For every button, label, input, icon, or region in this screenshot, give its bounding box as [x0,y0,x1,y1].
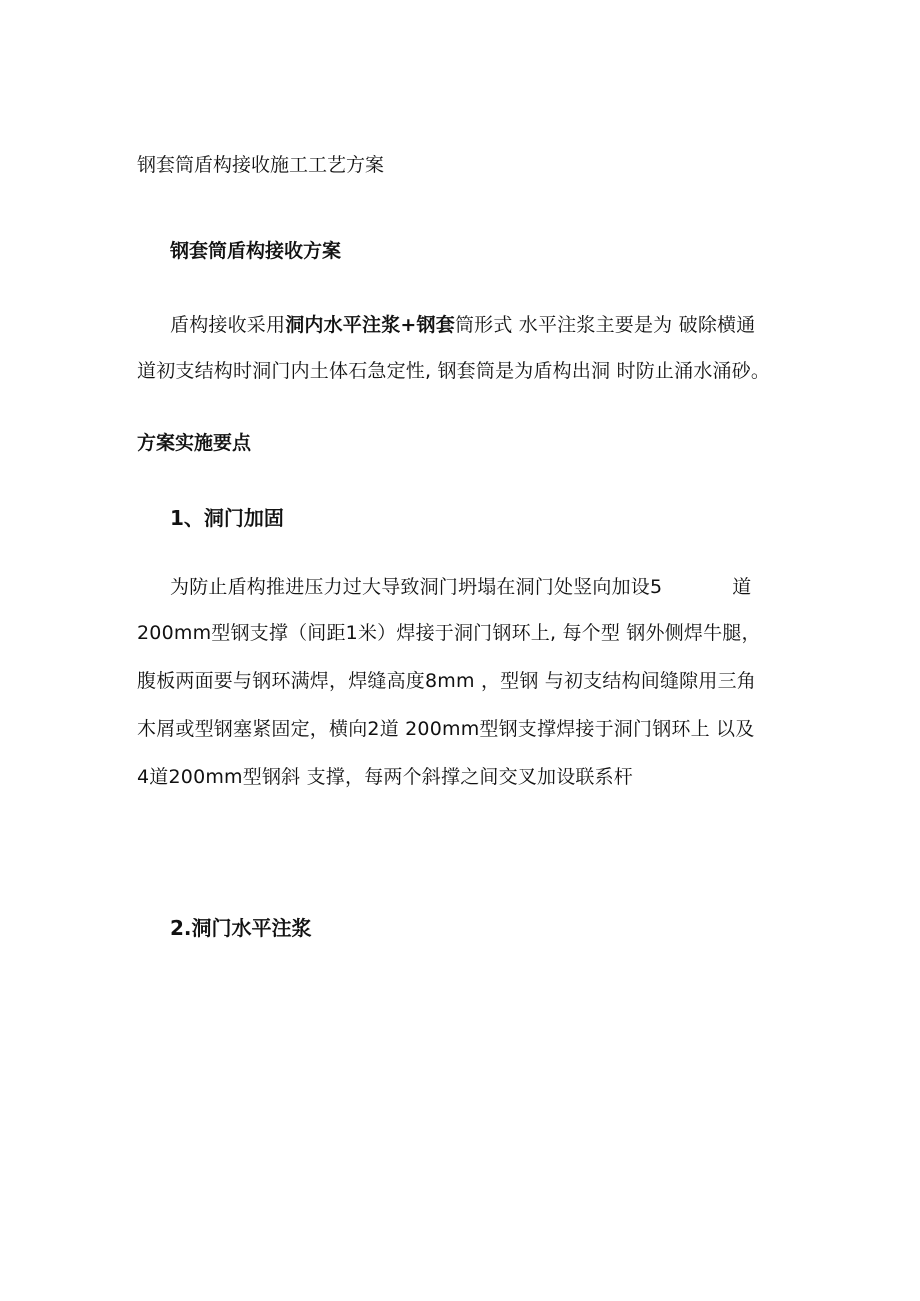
intro-mid: 筒形式 水平注浆主要是为 破除横通 [454,314,756,336]
item-2-heading: 2.洞门水平注浆 [170,916,312,940]
item-1-line-1-a: 为防止盾构推进压力过大导致洞门坍塌在洞门处竖向加设5 [170,576,663,598]
item-1-line-3: 腹板两面要与钢环满焊，焊缝高度8mm ，型钢 与初支结构间缝隙用三角 [137,670,756,692]
item-1-line-1-b: 道 [732,576,752,598]
intro-paragraph-line-1 [170,310,755,337]
key-points-heading: 方案实施要点 [137,432,252,454]
item-1-line-2: 200mm型钢支撑（间距1米）焊接于洞门钢环上, 每个型 钢外侧焊牛腿， [137,622,761,644]
item-1-line-1 [170,572,752,599]
intro-prefix: 盾构接收采用 [170,314,286,336]
item-1-heading: 1、洞门加固 [170,506,284,530]
item-1-line-5: 4道200mm型钢斜 支撑，每两个斜撑之间交叉加设联系杆 [137,766,634,788]
intro-bold-method: 洞内水平注浆+钢套 [285,314,455,336]
section-title: 钢套筒盾构接收方案 [170,240,342,262]
intro-paragraph-line-2: 道初支结构时洞门内土体石急定性, 钢套筒是为盾构出洞 时防止涌水涌砂。 [137,360,771,382]
document-title: 钢套筒盾构接收施工工艺方案 [137,154,385,176]
item-1-line-4: 木屑或型钢塞紧固定，横向2道 200mm型钢支撑焊接于洞门钢环上 以及 [137,718,755,740]
